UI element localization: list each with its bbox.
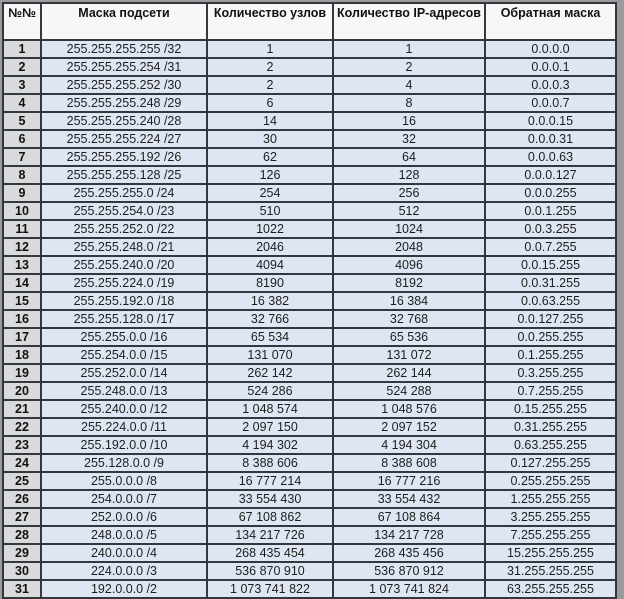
cell-wildcard: 0.7.255.255 — [485, 382, 616, 400]
cell-num: 8 — [3, 166, 41, 184]
cell-wildcard: 0.1.255.255 — [485, 346, 616, 364]
table-row — [3, 364, 616, 382]
cell-num: 21 — [3, 400, 41, 418]
cell-num: 17 — [3, 328, 41, 346]
cell-hosts: 4094 — [207, 256, 333, 274]
cell-hosts: 30 — [207, 130, 333, 148]
cell-ips: 8192 — [333, 274, 485, 292]
cell-ips: 268 435 456 — [333, 544, 485, 562]
cell-num: 20 — [3, 382, 41, 400]
table-row — [3, 346, 616, 364]
cell-ips: 4 — [333, 76, 485, 94]
cell-hosts: 33 554 430 — [207, 490, 333, 508]
cell-hosts: 536 870 910 — [207, 562, 333, 580]
cell-num: 3 — [3, 76, 41, 94]
cell-num: 26 — [3, 490, 41, 508]
cell-num: 2 — [3, 58, 41, 76]
table-row — [3, 436, 616, 454]
cell-ips: 256 — [333, 184, 485, 202]
cell-hosts: 62 — [207, 148, 333, 166]
cell-mask: 252.0.0.0 /6 — [41, 508, 207, 526]
cell-ips: 512 — [333, 202, 485, 220]
cell-wildcard: 0.127.255.255 — [485, 454, 616, 472]
cell-num: 13 — [3, 256, 41, 274]
cell-wildcard: 0.0.63.255 — [485, 292, 616, 310]
cell-wildcard: 0.0.0.0 — [485, 40, 616, 58]
table-row — [3, 454, 616, 472]
table-row — [3, 76, 616, 94]
cell-ips: 64 — [333, 148, 485, 166]
cell-mask: 240.0.0.0 /4 — [41, 544, 207, 562]
cell-ips: 16 — [333, 112, 485, 130]
cell-ips: 8 388 608 — [333, 454, 485, 472]
cell-ips: 4096 — [333, 256, 485, 274]
cell-mask: 255.255.254.0 /23 — [41, 202, 207, 220]
cell-mask: 255.248.0.0 /13 — [41, 382, 207, 400]
cell-hosts: 254 — [207, 184, 333, 202]
column-header-ips: Количество IP-адресов — [333, 3, 485, 40]
cell-ips: 2 — [333, 58, 485, 76]
cell-mask: 255.255.255.0 /24 — [41, 184, 207, 202]
table-row — [3, 202, 616, 220]
cell-wildcard: 0.3.255.255 — [485, 364, 616, 382]
table-row — [3, 148, 616, 166]
cell-wildcard: 0.0.1.255 — [485, 202, 616, 220]
cell-wildcard: 0.0.0.63 — [485, 148, 616, 166]
cell-ips: 2048 — [333, 238, 485, 256]
cell-hosts: 16 382 — [207, 292, 333, 310]
subnet-mask-table — [2, 2, 617, 599]
cell-hosts: 131 070 — [207, 346, 333, 364]
cell-mask: 255.255.0.0 /16 — [41, 328, 207, 346]
cell-num: 15 — [3, 292, 41, 310]
cell-hosts: 14 — [207, 112, 333, 130]
cell-mask: 255.255.248.0 /21 — [41, 238, 207, 256]
table-row — [3, 310, 616, 328]
cell-mask: 255.240.0.0 /12 — [41, 400, 207, 418]
cell-hosts: 2 — [207, 58, 333, 76]
table-row — [3, 400, 616, 418]
cell-hosts: 134 217 726 — [207, 526, 333, 544]
cell-mask: 255.255.224.0 /19 — [41, 274, 207, 292]
cell-num: 28 — [3, 526, 41, 544]
cell-wildcard: 0.0.127.255 — [485, 310, 616, 328]
cell-mask: 192.0.0.0 /2 — [41, 580, 207, 598]
cell-num: 7 — [3, 148, 41, 166]
cell-num: 12 — [3, 238, 41, 256]
cell-mask: 248.0.0.0 /5 — [41, 526, 207, 544]
cell-mask: 224.0.0.0 /3 — [41, 562, 207, 580]
column-header-num: №№ — [3, 3, 41, 40]
cell-num: 31 — [3, 580, 41, 598]
cell-ips: 8 — [333, 94, 485, 112]
cell-mask: 255.255.240.0 /20 — [41, 256, 207, 274]
cell-ips: 16 777 216 — [333, 472, 485, 490]
table-row — [3, 526, 616, 544]
cell-wildcard: 1.255.255.255 — [485, 490, 616, 508]
cell-wildcard: 31.255.255.255 — [485, 562, 616, 580]
cell-mask: 255.192.0.0 /10 — [41, 436, 207, 454]
cell-hosts: 8190 — [207, 274, 333, 292]
header-row — [3, 3, 616, 40]
cell-wildcard: 0.0.255.255 — [485, 328, 616, 346]
cell-ips: 32 768 — [333, 310, 485, 328]
cell-wildcard: 15.255.255.255 — [485, 544, 616, 562]
cell-mask: 255.0.0.0 /8 — [41, 472, 207, 490]
table-row — [3, 562, 616, 580]
cell-hosts: 67 108 862 — [207, 508, 333, 526]
table-row — [3, 508, 616, 526]
cell-mask: 255.255.255.192 /26 — [41, 148, 207, 166]
cell-wildcard: 7.255.255.255 — [485, 526, 616, 544]
column-header-mask: Маска подсети — [41, 3, 207, 40]
table-row — [3, 472, 616, 490]
table-row — [3, 382, 616, 400]
cell-wildcard: 0.0.3.255 — [485, 220, 616, 238]
cell-ips: 4 194 304 — [333, 436, 485, 454]
cell-wildcard: 0.15.255.255 — [485, 400, 616, 418]
table-row — [3, 130, 616, 148]
cell-num: 25 — [3, 472, 41, 490]
table-row — [3, 238, 616, 256]
cell-ips: 65 536 — [333, 328, 485, 346]
column-header-wildcard: Обратная маска — [485, 3, 616, 40]
cell-ips: 536 870 912 — [333, 562, 485, 580]
cell-mask: 255.252.0.0 /14 — [41, 364, 207, 382]
cell-hosts: 2 097 150 — [207, 418, 333, 436]
cell-wildcard: 0.0.0.7 — [485, 94, 616, 112]
cell-mask: 255.255.255.224 /27 — [41, 130, 207, 148]
cell-hosts: 8 388 606 — [207, 454, 333, 472]
table-row — [3, 544, 616, 562]
cell-mask: 254.0.0.0 /7 — [41, 490, 207, 508]
cell-wildcard: 0.0.0.255 — [485, 184, 616, 202]
cell-num: 6 — [3, 130, 41, 148]
cell-ips: 1 073 741 824 — [333, 580, 485, 598]
table-row — [3, 166, 616, 184]
cell-ips: 33 554 432 — [333, 490, 485, 508]
cell-mask: 255.224.0.0 /11 — [41, 418, 207, 436]
cell-num: 23 — [3, 436, 41, 454]
cell-hosts: 65 534 — [207, 328, 333, 346]
subnet-table-container — [2, 2, 617, 599]
cell-mask: 255.255.128.0 /17 — [41, 310, 207, 328]
table-row — [3, 274, 616, 292]
cell-wildcard: 0.255.255.255 — [485, 472, 616, 490]
cell-mask: 255.254.0.0 /15 — [41, 346, 207, 364]
table-row — [3, 58, 616, 76]
column-header-hosts: Количество узлов — [207, 3, 333, 40]
cell-wildcard: 0.0.0.1 — [485, 58, 616, 76]
cell-hosts: 1 — [207, 40, 333, 58]
cell-num: 4 — [3, 94, 41, 112]
cell-hosts: 126 — [207, 166, 333, 184]
cell-ips: 16 384 — [333, 292, 485, 310]
cell-ips: 524 288 — [333, 382, 485, 400]
cell-hosts: 510 — [207, 202, 333, 220]
cell-hosts: 32 766 — [207, 310, 333, 328]
cell-wildcard: 0.0.0.31 — [485, 130, 616, 148]
cell-mask: 255.255.255.248 /29 — [41, 94, 207, 112]
cell-mask: 255.255.255.128 /25 — [41, 166, 207, 184]
cell-num: 5 — [3, 112, 41, 130]
table-row — [3, 292, 616, 310]
cell-num: 22 — [3, 418, 41, 436]
cell-mask: 255.255.192.0 /18 — [41, 292, 207, 310]
cell-num: 14 — [3, 274, 41, 292]
cell-hosts: 1 048 574 — [207, 400, 333, 418]
cell-ips: 131 072 — [333, 346, 485, 364]
cell-num: 24 — [3, 454, 41, 472]
table-row — [3, 490, 616, 508]
cell-hosts: 262 142 — [207, 364, 333, 382]
cell-num: 9 — [3, 184, 41, 202]
table-row — [3, 184, 616, 202]
cell-num: 11 — [3, 220, 41, 238]
table-row — [3, 328, 616, 346]
cell-hosts: 1 073 741 822 — [207, 580, 333, 598]
cell-hosts: 2 — [207, 76, 333, 94]
table-header — [3, 3, 616, 40]
cell-mask: 255.255.255.254 /31 — [41, 58, 207, 76]
cell-num: 10 — [3, 202, 41, 220]
cell-ips: 128 — [333, 166, 485, 184]
cell-wildcard: 63.255.255.255 — [485, 580, 616, 598]
cell-num: 30 — [3, 562, 41, 580]
cell-ips: 1 048 576 — [333, 400, 485, 418]
cell-wildcard: 0.0.31.255 — [485, 274, 616, 292]
cell-num: 19 — [3, 364, 41, 382]
cell-wildcard: 0.0.0.15 — [485, 112, 616, 130]
cell-hosts: 16 777 214 — [207, 472, 333, 490]
cell-wildcard: 0.0.7.255 — [485, 238, 616, 256]
table-row — [3, 40, 616, 58]
cell-ips: 2 097 152 — [333, 418, 485, 436]
cell-ips: 32 — [333, 130, 485, 148]
cell-num: 29 — [3, 544, 41, 562]
table-row — [3, 256, 616, 274]
cell-wildcard: 0.63.255.255 — [485, 436, 616, 454]
cell-wildcard: 3.255.255.255 — [485, 508, 616, 526]
cell-num: 27 — [3, 508, 41, 526]
table-row — [3, 94, 616, 112]
cell-ips: 134 217 728 — [333, 526, 485, 544]
cell-mask: 255.255.252.0 /22 — [41, 220, 207, 238]
cell-num: 1 — [3, 40, 41, 58]
cell-num: 18 — [3, 346, 41, 364]
cell-ips: 1 — [333, 40, 485, 58]
cell-ips: 67 108 864 — [333, 508, 485, 526]
table-row — [3, 418, 616, 436]
cell-mask: 255.255.255.255 /32 — [41, 40, 207, 58]
cell-hosts: 1022 — [207, 220, 333, 238]
cell-ips: 1024 — [333, 220, 485, 238]
cell-wildcard: 0.0.0.127 — [485, 166, 616, 184]
cell-hosts: 4 194 302 — [207, 436, 333, 454]
table-row — [3, 112, 616, 130]
cell-num: 16 — [3, 310, 41, 328]
cell-hosts: 2046 — [207, 238, 333, 256]
cell-ips: 262 144 — [333, 364, 485, 382]
cell-mask: 255.255.255.252 /30 — [41, 76, 207, 94]
cell-mask: 255.255.255.240 /28 — [41, 112, 207, 130]
cell-hosts: 524 286 — [207, 382, 333, 400]
cell-hosts: 268 435 454 — [207, 544, 333, 562]
cell-wildcard: 0.31.255.255 — [485, 418, 616, 436]
cell-wildcard: 0.0.0.3 — [485, 76, 616, 94]
table-row — [3, 220, 616, 238]
cell-wildcard: 0.0.15.255 — [485, 256, 616, 274]
table-body — [3, 40, 616, 598]
cell-hosts: 6 — [207, 94, 333, 112]
table-row — [3, 580, 616, 598]
cell-mask: 255.128.0.0 /9 — [41, 454, 207, 472]
